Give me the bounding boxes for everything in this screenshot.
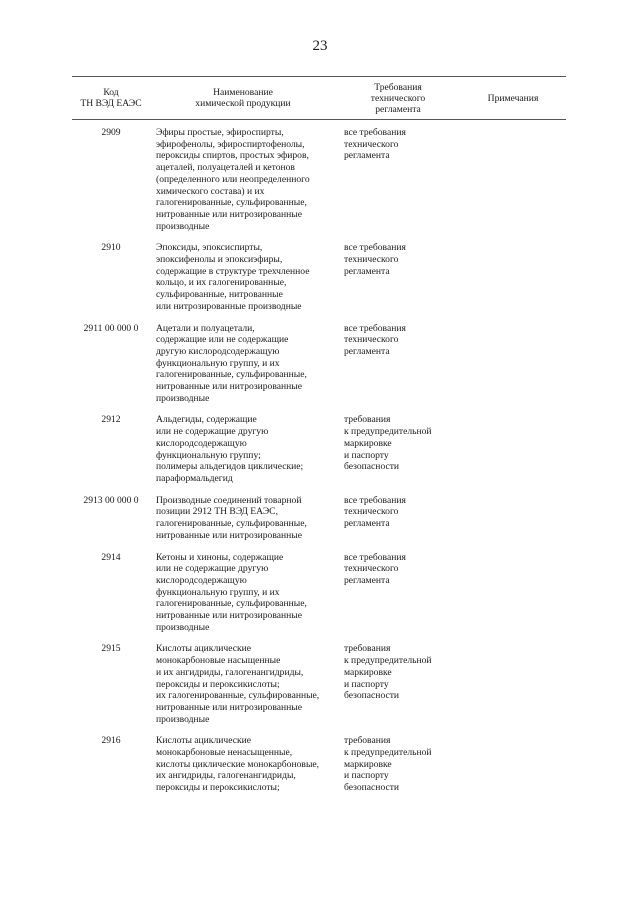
header-notes: Примечания: [487, 92, 539, 104]
row-name-line: галогенированные, сульфированные,: [156, 598, 307, 610]
row-name-line: Альдегиды, содержащие: [156, 414, 257, 426]
row-requirements: [336, 127, 460, 232]
row-name-line: или нитрозированные производные: [156, 300, 302, 312]
row-requirements-line: регламента: [344, 518, 390, 530]
header-code: Код ТН ВЭД ЕАЭС: [80, 87, 142, 109]
row-name-line: их галогенированные, сульфированные,: [156, 690, 320, 702]
header-name: Наименование химической продукции: [195, 87, 291, 109]
row-name-line: кольцо, и их галогенированные,: [156, 277, 287, 289]
row-name-line: нитрованные или нитрозированные: [156, 529, 302, 541]
row-requirements-line: все требования: [344, 322, 406, 334]
row-code: 2913 00 000 0: [83, 494, 139, 506]
row-name: [150, 552, 336, 634]
row-name-line: химического состава) и их: [156, 185, 265, 197]
row-name-line: сульфированные, нитрованные: [156, 289, 283, 301]
row-requirements: [336, 552, 460, 634]
row-name-line: кислородсодержащую: [156, 574, 247, 586]
row-name-line: Эпоксиды, эпоксиспирты,: [156, 242, 263, 254]
row-code: 2909: [101, 127, 121, 138]
row-code: 2916: [101, 735, 121, 747]
row-name-line: Кислоты ациклические: [156, 735, 252, 747]
row-requirements-line: и паспорту: [344, 770, 389, 782]
row-name-line: галогенированные, сульфированные,: [156, 197, 307, 209]
row-name-line: ацеталей, полуацеталей и кетонов: [156, 162, 295, 174]
row-requirements-line: регламента: [344, 574, 390, 586]
row-requirements: [336, 735, 460, 794]
row-requirements-line: безопасности: [344, 690, 400, 702]
row-requirements-line: безопасности: [344, 461, 400, 473]
table-body: [72, 127, 566, 804]
row-notes: [460, 552, 566, 634]
row-code: 2914: [101, 551, 121, 563]
row-requirements-line: требования: [344, 414, 391, 426]
row-name-line: нитрованные или нитрозированные: [156, 208, 302, 220]
table-row: [72, 552, 566, 634]
row-name-line: Производные соединений товарной: [156, 494, 302, 506]
row-name-line: производные: [156, 220, 210, 232]
row-name-line: монокарбоновые ненасыщенные,: [156, 747, 293, 759]
row-name-line: кислоты циклические монокарбоновые,: [156, 758, 320, 770]
row-requirements-line: все требования: [344, 494, 406, 506]
table-header: [72, 76, 566, 120]
row-notes: [460, 127, 566, 232]
row-name: [150, 242, 336, 312]
row-name-line: функциональную группу;: [156, 449, 261, 461]
row-name-line: пероксиды и пероксикислоты;: [156, 782, 280, 794]
row-requirements-line: технического: [344, 334, 399, 346]
row-requirements-line: регламента: [344, 150, 390, 162]
row-requirements: [336, 414, 460, 484]
row-name-line: галогенированные, сульфированные,: [156, 518, 307, 530]
page-number: 23: [312, 38, 328, 54]
row-name-line: производные: [156, 392, 210, 404]
row-code: 2910: [101, 242, 121, 254]
row-requirements-line: технического: [344, 563, 399, 575]
row-code: 2911 00 000 0: [83, 322, 139, 334]
row-name: [150, 495, 336, 542]
row-name: [150, 323, 336, 405]
row-name: [150, 643, 336, 725]
row-requirements-line: к предупредительной: [344, 747, 432, 759]
row-requirements-line: все требования: [344, 242, 406, 254]
row-notes: [460, 323, 566, 405]
row-name-line: галогенированные, сульфированные,: [156, 369, 307, 381]
table-row: [72, 735, 566, 794]
row-name-line: их ангидриды, галогенангидриды,: [156, 770, 296, 782]
row-name-line: Кетоны и хиноны, содержащие: [156, 551, 284, 563]
row-code: 2915: [101, 643, 121, 655]
row-requirements-line: маркировке: [344, 437, 392, 449]
row-requirements-line: технического: [344, 138, 399, 150]
row-requirements-line: регламента: [344, 265, 390, 277]
table-row: [72, 643, 566, 725]
row-requirements-line: регламента: [344, 345, 390, 357]
row-requirements-line: технического: [344, 254, 399, 266]
row-name-line: позиции 2912 ТН ВЭД ЕАЭС,: [156, 506, 278, 518]
row-name-line: производные: [156, 621, 210, 633]
row-name-line: или не содержащие другую: [156, 426, 269, 438]
row-name-line: производные: [156, 713, 210, 725]
row-name-line: другую кислородсодержащую: [156, 345, 280, 357]
row-name-line: пероксиды спиртов, простых эфиров,: [156, 150, 309, 162]
row-notes: [460, 242, 566, 312]
row-name-line: функциональную группу, и их: [156, 586, 280, 598]
row-requirements: [336, 323, 460, 405]
row-requirements-line: к предупредительной: [344, 426, 432, 438]
row-name-line: полимеры альдегидов циклические;: [156, 461, 304, 473]
row-name-line: (определенного или неопределенного: [156, 173, 310, 185]
table-row: [72, 495, 566, 542]
row-notes: [460, 643, 566, 725]
header-requirements: Требования технического регламента: [370, 81, 426, 115]
row-requirements-line: маркировке: [344, 758, 392, 770]
row-code: 2912: [101, 414, 121, 426]
row-name-line: Ацетали и полуацетали,: [156, 322, 255, 334]
row-name-line: нитрованные или нитрозированные: [156, 381, 302, 393]
table-row: [72, 127, 566, 232]
row-name: [150, 414, 336, 484]
table-row: [72, 323, 566, 405]
row-requirements: [336, 643, 460, 725]
row-name-line: нитрованные или нитрозированные: [156, 610, 302, 622]
row-requirements-line: требования: [344, 735, 391, 747]
row-name-line: монокарбоновые насыщенные: [156, 655, 281, 667]
row-notes: [460, 414, 566, 484]
row-name-line: содержащие или не содержащие: [156, 334, 289, 346]
row-requirements-line: все требования: [344, 127, 406, 138]
row-requirements-line: к предупредительной: [344, 655, 432, 667]
row-name-line: кислородсодержащую: [156, 437, 247, 449]
row-requirements-line: безопасности: [344, 782, 400, 794]
row-notes: [460, 735, 566, 794]
row-requirements-line: и паспорту: [344, 678, 389, 690]
row-name-line: или не содержащие другую: [156, 563, 269, 575]
row-name-line: Эфиры простые, эфироспирты,: [156, 127, 284, 138]
row-name-line: содержащие в структуре трехчленное: [156, 265, 310, 277]
row-notes: [460, 495, 566, 542]
row-name-line: Кислоты ациклические: [156, 643, 252, 655]
row-name-line: нитрованные или нитрозированные: [156, 701, 302, 713]
row-name: [150, 735, 336, 794]
row-requirements-line: все требования: [344, 551, 406, 563]
row-name-line: функциональную группу, и их: [156, 357, 280, 369]
row-name-line: пероксиды и пероксикислоты;: [156, 678, 280, 690]
row-name-line: параформальдегид: [156, 472, 233, 484]
row-name-line: эфирофенолы, эфироспиртофенолы,: [156, 138, 305, 150]
table-row: [72, 414, 566, 484]
row-requirements-line: технического: [344, 506, 399, 518]
row-requirements: [336, 495, 460, 542]
row-name: [150, 127, 336, 232]
row-requirements: [336, 242, 460, 312]
row-requirements-line: маркировке: [344, 666, 392, 678]
table-row: [72, 242, 566, 312]
row-requirements-line: и паспорту: [344, 449, 389, 461]
row-requirements-line: требования: [344, 643, 391, 655]
row-name-line: и их ангидриды, галогенангидриды,: [156, 666, 304, 678]
row-name-line: эпоксифенолы и эпоксиэфиры,: [156, 254, 283, 266]
